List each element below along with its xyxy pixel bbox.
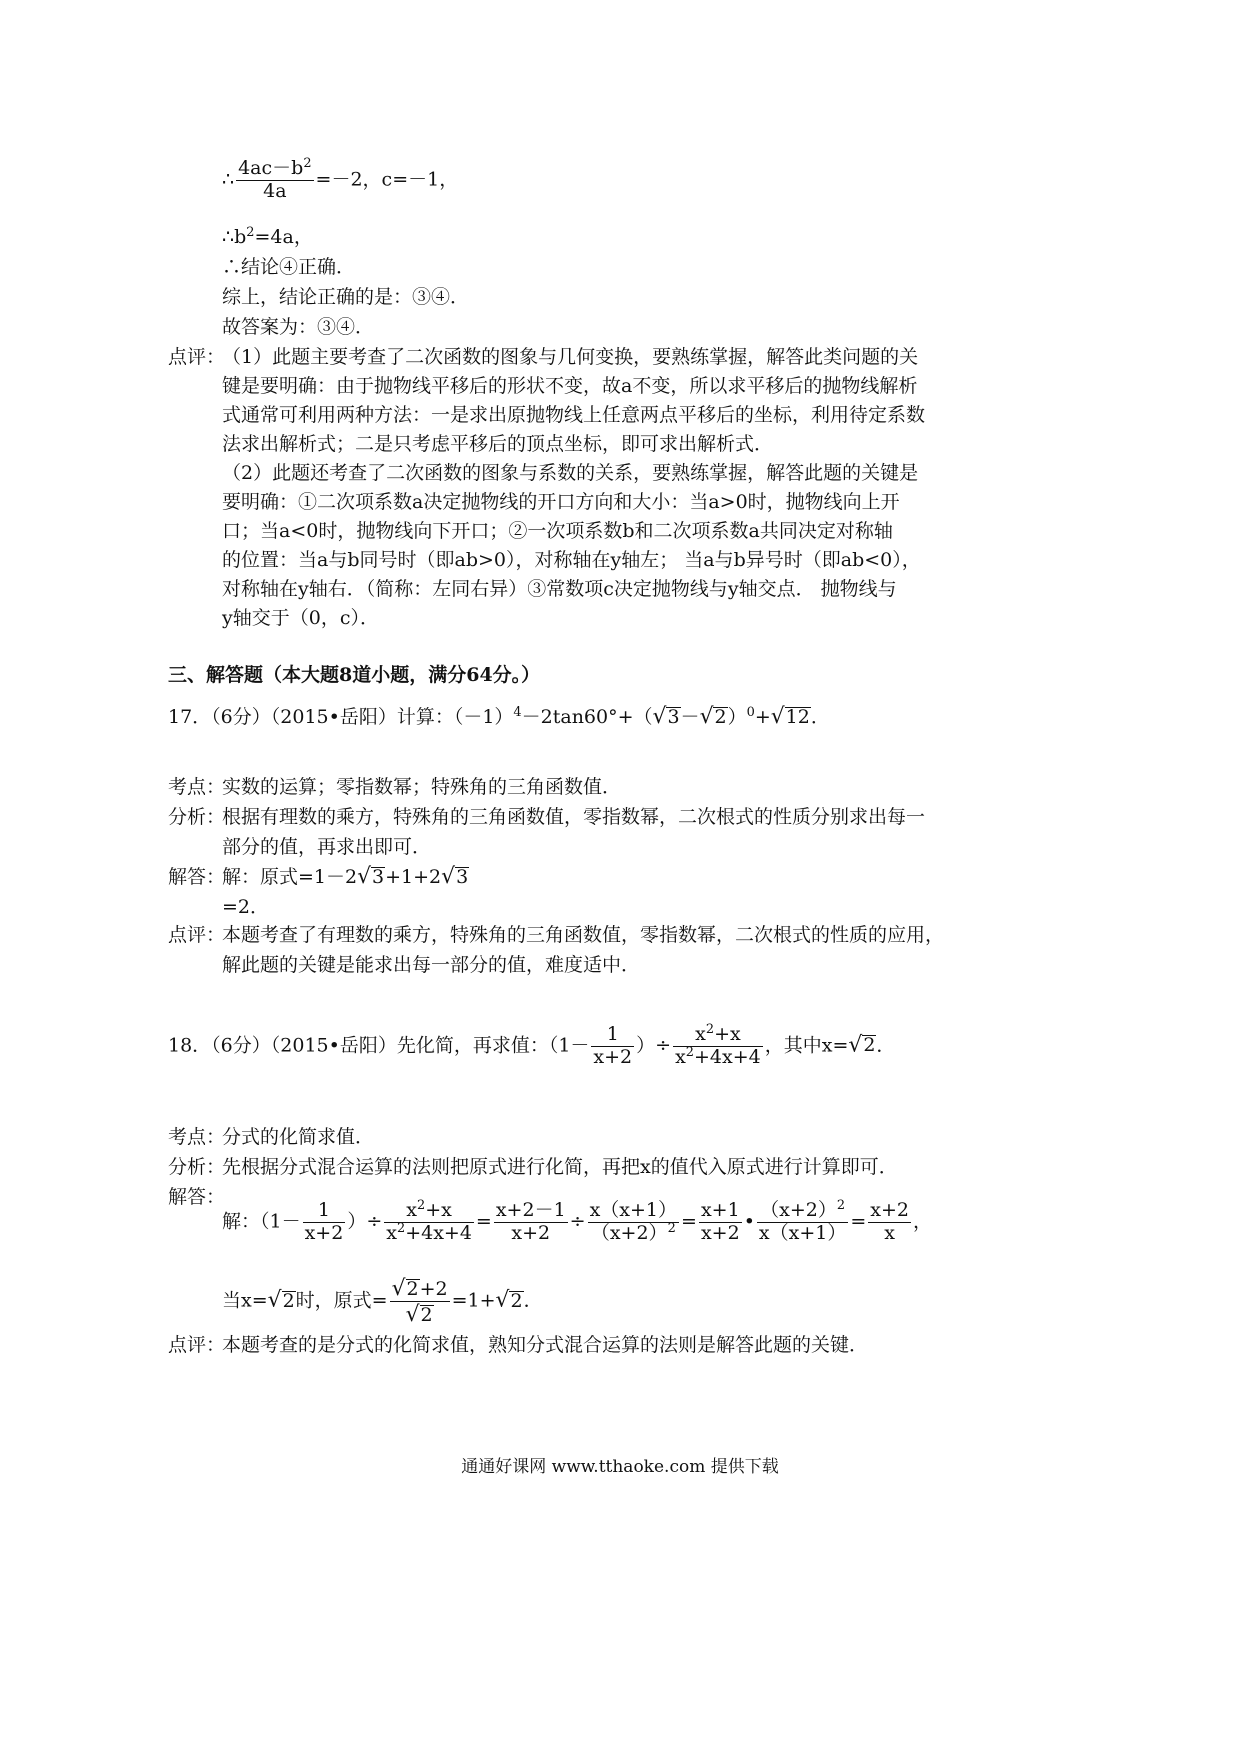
jieda-label: 解答： [168,1186,226,1208]
review-line: y轴交于（0，c）． [222,607,379,629]
jieda-label: 解答： [168,866,226,888]
dianping-text: 解此题的关键是能求出每一部分的值，难度适中． [222,954,641,976]
solution-equation: 解：（1－ $\frac{1}{x+2}$ ）÷ $\frac{x^2+x}{x^2+4x+4}$ = $\frac{x+2-1}{x+2}$ ÷ $\frac{x(x+1)}{(x+2)^2}$ = $\frac{x+1}{x+2}$ • $\frac{(x+2)^2}{x(x+1)}$ = $\frac{x+2}{x}$ ， [222,1197,933,1244]
sqrt-icon: √ [848,1032,863,1058]
fraction-1-over-x-plus-2: $\frac{1}{x+2}$ [593,1023,633,1068]
review-line: （2）此题还考查了二次函数的图象与系数的关系，要熟练掌握，解答此题的关键是 [222,462,919,484]
kaodian-label: 考点： [168,1126,226,1148]
fraction: $\frac{x+2-1}{x+2}$ [495,1199,566,1244]
question-18: 18．（6分）（2015•岳阳）先化简，再求值：（1－ $\frac{1}{x+2}$ ）÷ $\frac{x^2+x}{x^2+4x+4}$ ，其中x=√2． [168,1021,896,1068]
sqrt-icon: √ [357,864,372,889]
section-heading: 三、解答题（本大题8道小题，满分64分。） [168,664,541,686]
review-line: 法求出解析式；二是只考虑平移后的顶点坐标，即可求出解析式． [222,433,774,455]
fenxi-label: 分析： [168,1156,226,1178]
sqrt-icon: √ [267,1287,282,1313]
sqrt-icon: √ [405,1302,420,1328]
continuation-line-4: 综上，结论正确的是：③④． [222,286,470,308]
continuation-line-2: $\therefore b^2=4a$， [222,224,313,248]
kaodian-label: 考点： [168,776,226,798]
fraction: $\frac{x(x+1)}{(x+2)^2}$ [589,1199,678,1244]
sqrt-icon: √ [441,864,456,889]
fraction-x2x-over-quadratic: $\frac{x^2+x}{x^2+4x+4}$ [675,1021,761,1068]
dianping-text: 本题考查的是分式的化简求值，熟知分式混合运算的法则是解答此题的关键． [222,1334,869,1356]
fraction: $\frac{x+2}{x}$ [870,1199,910,1244]
sqrt-icon: √ [770,704,785,729]
fenxi-text: 部分的值，再求出即可． [222,836,432,858]
review-line: 的位置：当a与b同号时（即ab>0），对称轴在y轴左； 当a与b异号时（即ab<0）， [222,549,921,571]
kaodian-text: 实数的运算；零指数幂；特殊角的三角函数值． [222,776,622,798]
fraction: $\frac{(x+2)^2}{x(x+1)}$ [758,1197,847,1244]
fraction: $\frac{x^2+x}{x^2+4x+4}$ [386,1197,472,1244]
review-line: （1）此题主要考查了二次函数的图象与几何变换，要熟练掌握，解答此类问题的关 [222,346,919,368]
sqrt-icon: √ [652,704,667,729]
fraction: $\frac{1}{x+2}$ [304,1199,344,1244]
review-line: 对称轴在y轴右．（简称：左同右异）③常数项c决定抛物线与y轴交点． 抛物线与 [222,578,897,600]
fraction-4ac-b2-over-4a: $\frac{4ac-b^2}{4a}$ [238,155,312,202]
review-line: 式通常可利用两种方法：一是求出原抛物线上任意两点平移后的坐标，利用待定系数 [222,404,926,426]
dianping-text: 本题考查了有理数的乘方，特殊角的三角函数值，零指数幂，二次根式的性质的应用， [222,924,945,946]
jieda-line-1: 解：原式=1－2√3+1+2√3 [222,864,469,889]
continuation-line-3: ∴结论④正确． [222,256,356,278]
fraction: $\frac{√2+2}{√2}$ [391,1276,448,1328]
kaodian-text: 分式的化简求值． [222,1126,375,1148]
review-label: 点评： [168,346,226,368]
jieda-line-2: =2． [222,896,270,918]
question-17: 17．（6分）（2015•岳阳）计算：$(-1)^4-2\tan 60^\circ+(√3-√2)^0+√12$． [168,704,830,729]
review-line: 键是要明确：由于抛物线平移后的形状不变，故a不变，所以求平移后的抛物线解析 [222,375,918,397]
sqrt-icon: √ [391,1276,406,1301]
continuation-line-1: ∴ $\frac{4ac-b^2}{4a}$ =－2，c=－1， [222,155,459,202]
fenxi-label: 分析： [168,806,226,828]
review-line: 要明确：①二次项系数a决定抛物线的开口方向和大小：当a>0时，抛物线向上开 [222,491,900,513]
dianping-label: 点评： [168,1334,226,1356]
sqrt-icon: √ [699,704,714,729]
review-line: 口；当a<0时，抛物线向下开口；②一次项系数b和二次项系数a共同决定对称轴 [222,520,893,542]
page-footer: 通通好课网 www.tthaoke.com 提供下载 [461,1457,779,1477]
continuation-line-5: 故答案为：③④． [222,316,375,338]
fenxi-text: 先根据分式混合运算的法则把原式进行化简，再把x的值代入原式进行计算即可． [222,1156,898,1178]
sqrt-icon: √ [495,1287,510,1313]
fraction: $\frac{x+1}{x+2}$ [700,1199,740,1244]
substitution-line: 当x=√2时，原式= $\frac{√2+2}{√2}$ =1+√2． [222,1276,543,1328]
fenxi-text: 根据有理数的乘方，特殊角的三角函数值，零指数幂，二次根式的性质分别求出每一 [222,806,926,828]
dianping-label: 点评： [168,924,226,946]
